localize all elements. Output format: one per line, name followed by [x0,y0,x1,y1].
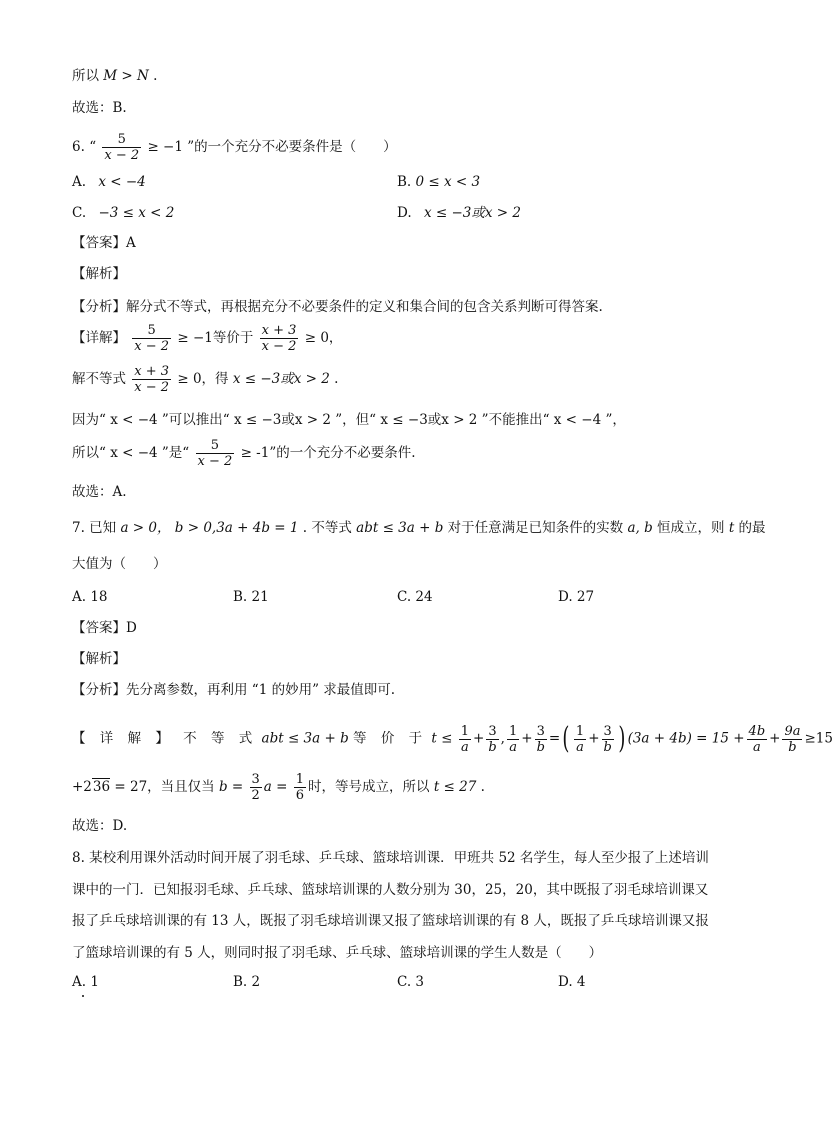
math-expr: t ≤ 27 [433,779,477,795]
question-7-stem-line-1: 7. 已知 a > 0， b > 0,3a + 4b = 1 . 不等式 abt ≤ 3a + b 对于任意满足已知条件的实数 a, b 恒成立，则 t 的最 [72,520,766,536]
right-paren: ) [618,721,626,756]
answer-choice-line: 故选：A. [72,484,127,500]
fraction: $\frac{5}{x - 2}$ [134,323,170,354]
math-expr: abt ≤ 3a + b [261,730,349,747]
detail-7-line-1: 【 详 解 】 不 等 式 abt ≤ 3a + b 等 价 于 t ≤ $\frac{1}{a}$ + $\frac{3}{b}$ , $\frac{1}{a}$ + $\frac{3}{b}$ =( $\frac{1}{a}$ + $\frac{3}{b}$ ) (3a + 4b) = 15 + $\frac{4b}{a}$ + $\frac{9a}{b}$ ≥15 [72,721,833,756]
text: . [334,371,339,387]
q7-option-c: C. 24 [397,589,433,605]
question-8-line-2: 课中的一门．已知报羽毛球、乒乓球、篮球培训课的人数分别为 30，25，20，其中既报了羽毛球培训课又 [72,882,709,898]
q8-option-c: C. 3 [397,974,425,990]
text: 解不等式 [72,371,126,387]
detail-label: 【 详 解 】 不 等 式 [72,730,258,747]
fraction: $\frac{3}{b}$ [603,723,612,755]
question-number: 6. [72,139,85,155]
q8-option-b: B. 2 [233,974,261,990]
q6-option-a: A. x < −4 [72,174,146,190]
sqrt: 36 [92,779,111,795]
fraction: $\frac{3}{b}$ [536,723,545,755]
fraction: $\frac{3}{2}$ [251,772,260,803]
conclusion-line [72,66,157,86]
q8-option-a: A. 1 [72,974,99,990]
math-expr: a > 0， b > 0,3a + 4b = 1 [120,520,299,536]
detail-line-2 [72,364,338,395]
detail-7-line-2: +236 = 27，当且仅当 b = $\frac{3}{2}$ a = $\frac{1}{6}$ 时，等号成立，所以 t ≤ 27 . [72,772,485,803]
q8-option-d: D. 4 [558,974,586,990]
answer-label: 【答案】D [72,620,137,636]
q7-option-a: A. 18 [72,589,108,605]
analysis-label: 【解析】 [72,266,126,282]
answer-choice-line: 故选：D. [72,818,128,834]
question-8-line-1: 8. 某校利用课外活动时间开展了羽毛球、乒乓球、篮球培训课．甲班共 52 名学生，每人至少报了上述培训 [72,850,709,866]
text: ”的一个充分不必要条件是（ ） [187,139,397,155]
math-expr: ≥ −1 [147,139,183,155]
answer-choice-line: 故选：B. [72,100,127,116]
fraction: $\frac{1}{6}$ [295,772,305,803]
q6-option-d: D. x ≤ −3或x > 2 [397,205,521,221]
fraction: $\frac{5}{x - 2}$ [197,438,233,469]
fraction: $\frac{9a}{b}$ [784,723,801,755]
math-expr: x ≤ −3或x > 2 [232,371,330,387]
detail-label: 【详解】 [72,330,126,346]
fraction: $\frac{1}{a}$ [575,723,585,755]
text: 等 价 于 [353,730,428,747]
text: ≥ −1等价于 [177,330,254,346]
fraction: $\frac{x + 3}{x - 2}$ [134,364,170,395]
left-paren: ( [562,721,570,756]
answer-label: 【答案】A [72,235,136,251]
text: “ [89,139,97,155]
analysis-label: 【解析】 [72,651,126,667]
fraction: $\frac{1}{a}$ [460,723,470,755]
text: ≥ -1”的一个充分不必要条件. [240,445,416,461]
fraction: $\frac{x + 3}{x - 2}$ [261,323,297,354]
detail-line-4 [72,438,416,469]
text: 所以 [72,68,99,84]
analysis-text: 【分析】先分离参数，再利用 “1 的妙用” 求最值即可. [72,682,396,698]
q7-option-b: B. 21 [233,589,269,605]
text: ≥ 0，得 [177,371,229,387]
math-expr: M > N [103,68,149,84]
math-expr: abt ≤ 3a + b [356,520,444,536]
stray-dot [82,995,84,997]
math-expr: t [728,520,735,536]
fraction: $\frac{5}{x - 2}$ [104,132,140,163]
fraction: $\frac{3}{b}$ [488,723,497,755]
math-expr: (3a + 4b) = 15 + [627,730,745,747]
detail-line-3: 因为“ x < −4 ”可以推出“ x ≤ −3或x > 2 ”，但“ x ≤ −3或x > 2 ”不能推出“ x < −4 ”， [72,412,626,428]
detail-line-1 [72,323,342,354]
q6-option-b: B. 0 ≤ x < 3 [397,174,481,190]
text: ≥ 0， [304,330,343,346]
fraction: $\frac{4b}{a}$ [748,723,766,755]
analysis-text: 【分析】解分式不等式，再根据充分不必要条件的定义和集合间的包含关系判断可得答案. [72,299,603,315]
question-8-line-4: 了篮球培训课的有 5 人，则同时报了羽毛球、乒乓球、篮球培训课的学生人数是（ ） [72,945,603,961]
math-expr: a, b [627,520,653,536]
math-expr: t ≤ [431,730,453,747]
question-8-line-3: 报了乒乓球培训课的有 13 人，既报了羽毛球培训课又报了篮球培训课的有 8 人，既报了乒乓球培训课又报 [72,913,709,929]
fraction: $\frac{1}{a}$ [508,723,518,755]
question-7-stem-line-2: 大值为（ ） [72,556,167,572]
text: 所以“ x < −4 ”是“ [72,445,190,461]
q7-option-d: D. 27 [558,589,595,605]
text: . [153,68,158,84]
question-6-stem [72,132,397,163]
q6-option-c: C. −3 ≤ x < 2 [72,205,175,221]
